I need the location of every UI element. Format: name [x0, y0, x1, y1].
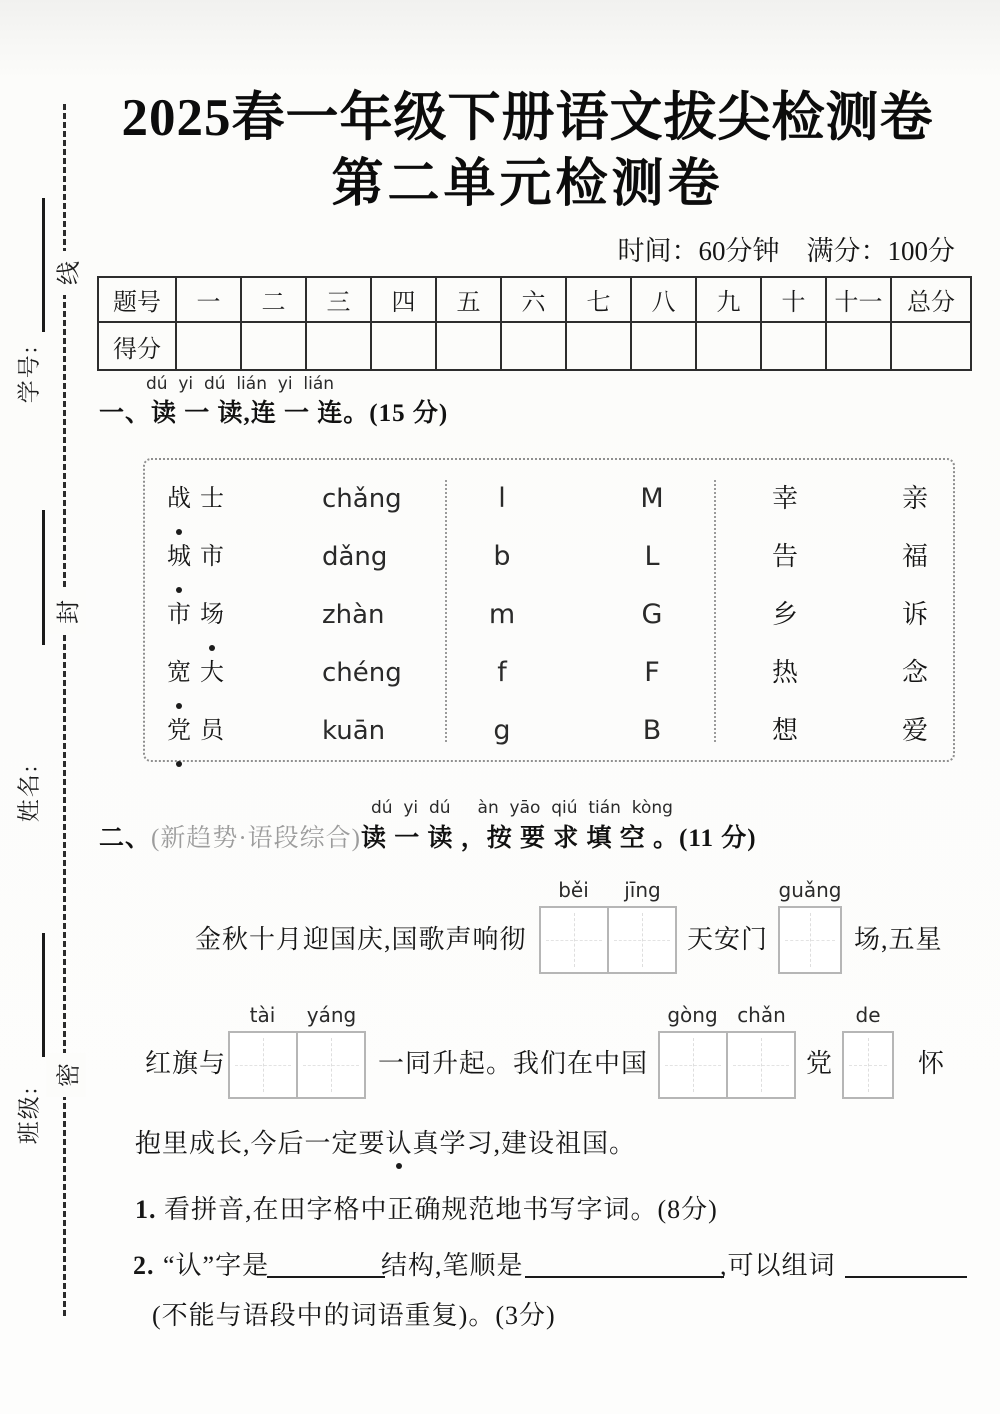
match-lowercase-letter: f — [497, 657, 507, 688]
match-lowercase-letter: l — [498, 483, 506, 514]
match-uppercase-letter: G — [641, 599, 663, 630]
answer-blank[interactable] — [845, 1242, 967, 1278]
tianzige-box-group — [228, 1003, 366, 1099]
match-pinyin: chéng — [322, 658, 402, 688]
passage-text — [135, 1124, 636, 1164]
score-header-cell: 十一 — [826, 277, 891, 322]
score-header-cell: 九 — [696, 277, 761, 322]
match-word-char: 党 — [167, 706, 191, 756]
question-1-text: 看拼音,在田字格中正确规范地书写字词。(8分) — [156, 1195, 718, 1224]
match-character: 乡 — [771, 600, 798, 629]
score-header-cell: 一 — [176, 277, 241, 322]
score-table — [97, 276, 972, 371]
match-word-char: 战 — [167, 474, 191, 524]
tianzige-box-group — [539, 878, 677, 974]
match-lowercase-letter: g — [493, 715, 511, 746]
score-cell[interactable] — [696, 322, 761, 370]
question-2-note: (不能与语段中的词语重复)。(3分) — [152, 1301, 556, 1330]
pinyin-label: běi — [558, 878, 589, 902]
seal-char: 封 — [47, 590, 86, 634]
question-2-text-3: ,可以组词 — [720, 1251, 836, 1280]
match-word — [167, 706, 233, 756]
match-pinyin: dǎng — [322, 542, 388, 572]
tianzige-cell[interactable] — [778, 906, 842, 974]
match-uppercase-letter: B — [642, 715, 662, 746]
question-2-text-1: “认”字是 — [163, 1251, 270, 1280]
match-pinyin: chǎng — [322, 484, 402, 514]
score-header-cell: 五 — [436, 277, 501, 322]
section2-heading-text: 读 一 读 ，按 要 求 填 空 。(11 分) — [361, 825, 757, 852]
match-word — [167, 474, 233, 524]
match-character: 爱 — [901, 716, 928, 745]
tianzige-cell[interactable] — [726, 1031, 796, 1099]
match-lowercase-letter: b — [493, 541, 511, 572]
match-character: 诉 — [901, 600, 928, 629]
match-character: 热 — [771, 658, 798, 687]
margin-field-line[interactable] — [42, 198, 45, 332]
passage-text-segment: 认 — [385, 1129, 413, 1158]
margin-field-label: 班级: — [16, 1085, 42, 1145]
match-row — [145, 706, 953, 764]
question-1-number: 1. — [135, 1195, 157, 1224]
passage-text-segment: 抱里成长,今后一定要 — [135, 1129, 386, 1158]
match-character: 福 — [901, 542, 928, 571]
tianzige-cell[interactable] — [539, 906, 609, 974]
answer-blank[interactable] — [267, 1242, 385, 1278]
match-word-char: 城 — [167, 532, 191, 582]
margin-field-label: 学号: — [16, 344, 42, 404]
seal-char: 密 — [47, 1053, 86, 1097]
match-word-char: 员 — [200, 718, 224, 744]
section1-pinyin: dú yi dú lián yi lián — [146, 374, 335, 394]
passage-text-segment: 真学习,建设祖国。 — [412, 1129, 637, 1158]
score-header-cell: 题号 — [98, 277, 176, 322]
match-word-char: 场 — [200, 590, 224, 640]
match-word-char: 市 — [200, 544, 224, 570]
pinyin-row — [778, 878, 842, 902]
section2-pinyin: dú yi dú àn yāo qiú tián kòng — [371, 798, 673, 818]
passage-text: 红旗与 — [145, 1049, 227, 1078]
seal-char: 线 — [47, 251, 86, 295]
tianzige-cell[interactable] — [842, 1031, 894, 1099]
score-cell[interactable] — [436, 322, 501, 370]
match-exercise-box — [143, 458, 955, 762]
match-word — [167, 532, 233, 582]
match-character: 亲 — [901, 484, 928, 513]
match-row — [145, 590, 953, 648]
match-word — [167, 648, 233, 698]
match-uppercase-letter: F — [644, 657, 660, 688]
question-1 — [135, 1190, 718, 1230]
tianzige-cell[interactable] — [228, 1031, 298, 1099]
margin-field-label: 姓名: — [16, 763, 42, 823]
score-header-cell: 七 — [566, 277, 631, 322]
pinyin-label: de — [855, 1003, 881, 1027]
margin-field-line[interactable] — [42, 933, 45, 1057]
match-row — [145, 474, 953, 532]
pinyin-row — [842, 1003, 894, 1027]
passage-text: 天安门 — [687, 925, 769, 954]
page-title: 2025春一年级下册语文拔尖检测卷 — [121, 89, 934, 147]
score-cell[interactable] — [826, 322, 891, 370]
score-header-cell: 二 — [241, 277, 306, 322]
match-pinyin: kuān — [322, 716, 386, 746]
match-character: 想 — [771, 716, 798, 745]
score-cell[interactable] — [631, 322, 696, 370]
match-uppercase-letter: M — [640, 483, 664, 514]
pinyin-row — [228, 1003, 366, 1027]
pinyin-label: gòng — [667, 1003, 718, 1027]
match-row — [145, 532, 953, 590]
score-header-cell: 四 — [371, 277, 436, 322]
answer-blank[interactable] — [525, 1242, 724, 1278]
tianzige-cell[interactable] — [296, 1031, 366, 1099]
score-cell[interactable] — [176, 322, 241, 370]
pinyin-label: guǎng — [778, 878, 842, 902]
match-uppercase-letter: L — [644, 541, 660, 572]
exam-info: 时间：60分钟 满分：100分 — [617, 236, 955, 266]
pinyin-row — [658, 1003, 796, 1027]
margin-field-line[interactable] — [42, 510, 45, 645]
score-header-cell: 六 — [501, 277, 566, 322]
match-row — [145, 648, 953, 706]
tianzige-cell[interactable] — [658, 1031, 728, 1099]
match-word-char: 士 — [200, 486, 224, 512]
section2-heading-tag: (新趋势·语段综合) — [151, 825, 361, 852]
passage-text: 怀 — [918, 1049, 946, 1078]
score-header-cell: 三 — [306, 277, 371, 322]
score-cell[interactable] — [501, 322, 566, 370]
match-word-char: 宽 — [167, 648, 191, 698]
pinyin-label: tài — [249, 1003, 276, 1027]
match-pinyin: zhàn — [322, 600, 385, 630]
tianzige-box-group — [778, 878, 842, 974]
passage-text: 金秋十月迎国庆,国歌声响彻 — [195, 925, 527, 954]
section2-heading — [99, 818, 757, 854]
score-header-cell: 八 — [631, 277, 696, 322]
match-word — [167, 590, 233, 640]
passage-text: 党 — [806, 1049, 834, 1078]
score-header-cell: 十 — [761, 277, 826, 322]
match-character: 告 — [771, 542, 798, 571]
score-row-label: 得分 — [98, 322, 176, 370]
tianzige-cell[interactable] — [607, 906, 677, 974]
pinyin-label: jīng — [624, 878, 661, 902]
score-cell[interactable] — [306, 322, 371, 370]
score-cell[interactable] — [566, 322, 631, 370]
pinyin-label: chǎn — [737, 1003, 786, 1027]
pinyin-row — [539, 878, 677, 902]
score-cell[interactable] — [891, 322, 971, 370]
match-lowercase-letter: m — [488, 599, 516, 630]
pinyin-label: yáng — [306, 1003, 357, 1027]
section1-heading: 一、读 一 读,连 一 连。(15 分) — [99, 400, 449, 427]
tianzige-box-group — [658, 1003, 796, 1099]
page-subtitle: 第二单元检测卷 — [331, 156, 724, 213]
match-character: 念 — [901, 658, 928, 687]
section2-heading-number: 二、 — [99, 825, 152, 852]
tianzige-box-group — [842, 1003, 894, 1099]
score-cell[interactable] — [241, 322, 306, 370]
match-character: 幸 — [771, 484, 798, 513]
question-2-number: 2. — [133, 1251, 155, 1280]
passage-text: 一同升起。我们在中国 — [378, 1049, 649, 1078]
score-cell[interactable] — [371, 322, 436, 370]
question-2-text-2: 结构,笔顺是 — [381, 1251, 524, 1280]
passage-text: 场,五星 — [854, 925, 943, 954]
match-word-char: 大 — [200, 660, 224, 686]
score-header-cell: 总分 — [891, 277, 971, 322]
match-word-char: 市 — [167, 602, 191, 628]
score-cell[interactable] — [761, 322, 826, 370]
